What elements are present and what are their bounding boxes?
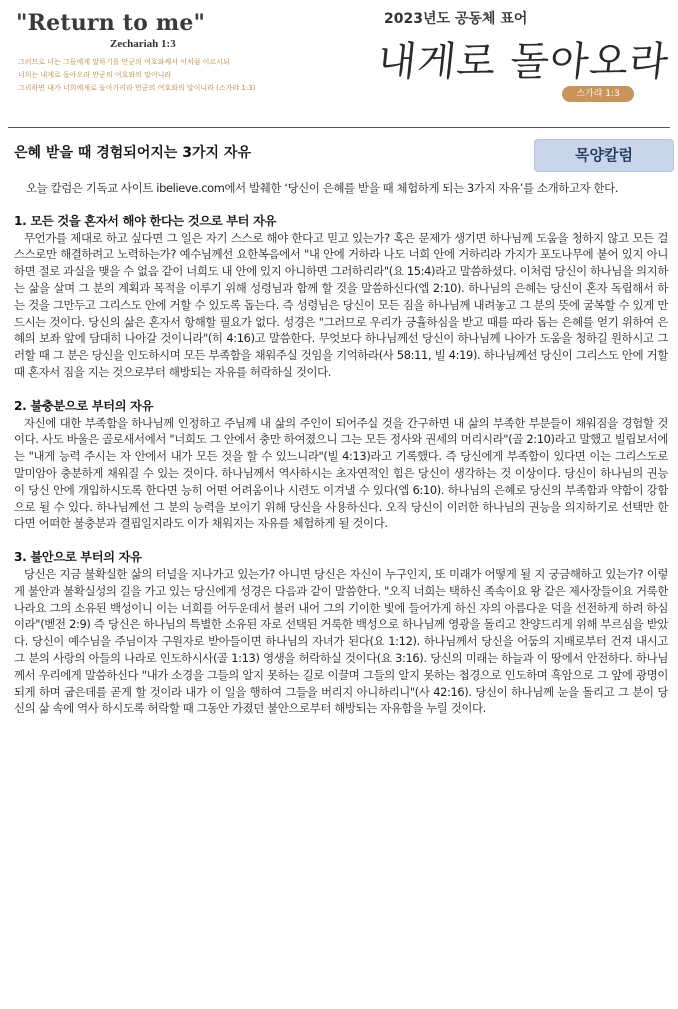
- verse-line: 그러므로 너는 그들에게 말하기를 만군의 여호와께서 이처럼 이르시되: [18, 58, 230, 66]
- verse-line: 그리하면 내가 너희에게로 돌아가리라 만군의 여호와의 말이니라 (스가랴 1:3): [18, 84, 256, 92]
- section-heading: 2. 불충분으로 부터의 자유: [14, 398, 154, 413]
- motto-calligraphy: 내게로 돌아오라: [375, 39, 672, 85]
- verse-line: 너희는 내게로 돌아오라 만군의 여호와의 말이니라: [18, 71, 172, 79]
- header-divider: [8, 127, 670, 128]
- motto-reference-badge: 스가랴 1:3: [562, 86, 634, 102]
- verse-text: [18, 56, 288, 95]
- section-heading: 3. 불안으로 부터의 자유: [14, 550, 142, 565]
- section-paragraph: 무언가를 제대로 하고 싶다면 그 일은 자기 스스로 해야 한다고 믿고 있는가? 혹은 문제가 생기면 하나님께 도움을 청하지 않고 모든 걸 스스로만 해결하려고 노력하는가? 예수님께선 요한복음에서 "내 안에 거하라 나도 너희 안에 거하리라 가지가 포도나무에 붙어 있지 아니하면 절로 과실을 맺을 수 없음 같이 너희도 내 안에 있지 아니하면 그러하리라"(요 15:4)라고 말씀하셨다. 이처럼 당신이 하나님을 의지하는 삶을 살며 그 분의 계획과 목적을 이루기 위해 성령님과 함께 할 것을 말씀하신다(엡 2:10). 하나님의 은혜는 당신이 혼자 독립해서 하는 것을 그만두고 그리스도 안에 거할 수 있도록 돕는다. 즉 성령님은 당신이 모든 짐을 하나님께 내려놓고 그 분의 뜻에 굴복할 수 있게 만드시는 것이다. 당신의 삶은 혼자서 항해할 필요가 없다. 성경은 "그러므로 우리가 긍휼하심을 받고 때를 따라 돕는 은혜를 얻기 위하여 은혜의 보좌 앞에 담대히 나아갈 것이니라"(히 4:16)고 말씀한다. 무엇보다 하나님께선 당신이 하나님께 나아가 도움을 청하길 원하시고 그러할 때 그 분은 당신을 인도하시며 모든 부족함을 채워주실 것임을 기억하라(사 58:11, 빌 4:19). 하나님께선 당신이 그리스도 안에 거할 때 혼자서 짐을 지는 것으로부터 해방되는 자유를 허락하실 것이다.: [14, 230, 668, 379]
- section-paragraph: 자신에 대한 부족함을 하나님께 인정하고 주님께 내 삶의 주인이 되어주실 것을 간구하면 내 삶의 부족한 부분들이 채워짐을 경험할 것이다. 사도 바울은 골로새서에서 "너희도 그 안에서 충만 하여졌으니 그는 모든 정사와 권세의 머리시라"(골 2:10)라고 말했고 빌립보서에는 "내게 능력 주시는 자 안에서 내가 모든 것을 할 수 있느니라"(빌 4:13)라고 기록했다. 즉 당신에게 부족함이 있다면 이는 그리스도로 말미암아 충분하게 채워질 수 있는 것이다. 하나님께서 역사하시는 초자연적인 힘은 당신이 생각하는 것 이상이다. 당신이 하나님의 권능이 당신 안에 개입하시도록 한다면 능히 어떤 어려움이나 시련도 이겨낼 수 있다(엡 6:10). 하나님의 은혜로 당신의 부족함과 약함이 강함으로 될 수 있다. 하나님께선 그 분의 능력을 보이기 위해 당신을 사용하신다. 오직 당신이 이러한 하나님의 권능을 의지하기로 선택만 한다면 어떠한 불충분과 결핍일지라도 이가 채워지는 자유를 체험하게 될 것이다.: [14, 415, 668, 531]
- column-category-badge: 목양칼럼: [534, 139, 674, 172]
- verse-title: "Return to me": [16, 10, 206, 36]
- column-body: [14, 180, 668, 717]
- column-title: 은혜 받을 때 경험되어지는 3가지 자유: [14, 145, 251, 161]
- verse-reference: Zechariah 1:3: [110, 38, 176, 50]
- section-heading: 1. 모든 것을 혼자서 해야 한다는 것으로 부터 자유: [14, 213, 277, 228]
- intro-paragraph: 오늘 칼럼은 기독교 사이트 ibelieve.com에서 발췌한 ‘당신이 은혜를 받을 때 체험하게 되는 3가지 자유’를 소개하고자 한다.: [26, 181, 619, 195]
- section-paragraph: 당신은 지금 불확실한 삶의 터널을 지나가고 있는가? 아니면 당신은 자신이 누구인지, 또 미래가 어떻게 될 지 궁금해하고 있는가? 이렇게 불안과 불확실성의 길을 가고 있는 당신에게 성경은 다음과 같이 말씀한다. "오직 너희는 택하신 족속이요 왕 같은 제사장들이요 거룩한 나라요 그의 소유된 백성이니 이는 너희를 어두운데서 불러 내어 그의 기이한 빛에 들어가게 하신 자의 아름다운 덕을 선전하게 하려 하심이라"(벧전 2:9) 즉 당신은 하나님의 특별한 소유된 자로 선택된 거룩한 백성으로 하나님께 영광을 돌리고 찬양드리게 위해 부르심을 받았다. 당신이 예수님을 주님이자 구원자로 받아들이면 하나님의 자녀가 된다(요 1:12). 하나님께서 당신을 어둠의 지배로부터 건져 내시고 그 분의 사랑의 아들의 나라로 인도하시사(골 1:13) 영생을 허락하실 것이다(요 3:16). 당신의 미래는 하늘과 이 땅에서 안전하다. 하나님께서 우리에게 말씀하신다 "내가 소경을 그들의 알지 못하는 길로 이끌며 그들의 알지 못하는 첩경으로 인도하며 흑암으로 그 앞에 광명이 되게 하며 굽은데를 곧게 할 것이라 내가 이 일을 행하여 그들을 버리지 아니하리니"(사 42:16). 당신이 하나님께 눈을 돌리고 그 분이 당신의 삶 속에 역사 하시도록 허락할 때 그동안 가졌던 불안으로부터 해방되는 자유함을 누릴 것이다.: [14, 566, 668, 716]
- year-motto-label: 2023년도 공동체 표어: [384, 11, 528, 27]
- header-banner: [0, 0, 678, 122]
